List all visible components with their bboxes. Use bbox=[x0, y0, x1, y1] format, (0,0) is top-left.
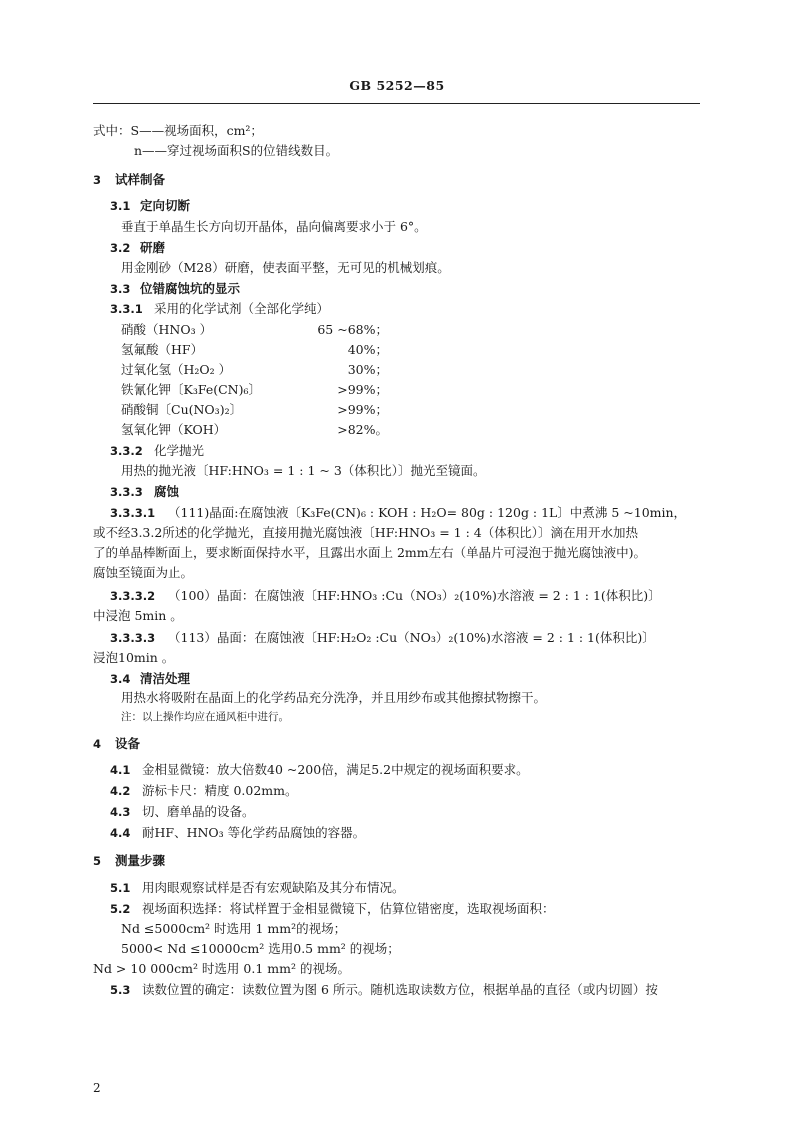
section-3-1-heading bbox=[110, 198, 190, 214]
reagent-value: 65 ~68%； bbox=[317, 322, 388, 337]
reagent-name: 硝酸（HNO₃ ） bbox=[121, 322, 213, 337]
section-number: 3.3.1 bbox=[110, 302, 143, 316]
section-3-2-heading bbox=[110, 240, 165, 256]
safety-note: 注：以上操作均应在通风柜中进行。 bbox=[121, 711, 289, 723]
section-number: 5.3 bbox=[110, 983, 131, 997]
section-title: 化学抛光 bbox=[154, 443, 205, 458]
section-3-2-body: 用金刚砂（M28）研磨，使表面平整，无可见的机械划痕。 bbox=[121, 260, 450, 275]
reagent-name: 过氧化氢（H₂O₂ ） bbox=[121, 362, 232, 377]
section-4-heading bbox=[93, 736, 140, 752]
section-number: 3.3.2 bbox=[110, 444, 143, 458]
reagent-value: 40%； bbox=[347, 342, 388, 357]
paragraph-text: 游标卡尺：精度 0.02mm。 bbox=[142, 783, 298, 798]
section-3-1-body: 垂直于单晶生长方向切开晶体，晶向偏离要求小于 6°。 bbox=[121, 219, 427, 234]
section-3-3-3-3-line-1 bbox=[110, 630, 655, 646]
paragraph-text: 读数位置的确定：读数位置为图 6 所示。随机选取读数方位，根据单晶的直径（或内切圆）按 bbox=[142, 982, 658, 997]
paragraph-text: 用肉眼观察试样是否有宏观缺陷及其分布情况。 bbox=[142, 880, 405, 895]
paragraph-text: 金相显微镜：放大倍数40 ~200倍，满足5.2中规定的视场面积要求。 bbox=[142, 762, 529, 777]
field-selection-rule-2: 5000< Nd ≤10000cm² 选用0.5 mm² 的视场； bbox=[121, 941, 400, 956]
section-number: 3.1 bbox=[110, 199, 131, 213]
section-title: 清洁处理 bbox=[140, 671, 191, 686]
section-number: 3.3.3.3 bbox=[110, 631, 156, 645]
section-3-3-heading bbox=[110, 281, 240, 297]
standard-code-header: GB 5252—85 bbox=[349, 78, 445, 93]
section-number: 3.3.3.1 bbox=[110, 506, 156, 520]
section-number: 4.1 bbox=[110, 763, 131, 777]
section-number: 3.3.3 bbox=[110, 485, 143, 499]
header-rule bbox=[93, 103, 700, 104]
section-number: 5.1 bbox=[110, 881, 131, 895]
section-3-3-2-body: 用热的抛光液〔HF:HNO₃ = 1 : 1 ~ 3（体积比）〕抛光至镜面。 bbox=[121, 463, 486, 478]
reagent-value: 30%； bbox=[347, 362, 388, 377]
section-title: 研磨 bbox=[140, 240, 166, 255]
section-3-3-3-heading bbox=[110, 484, 179, 500]
section-number: 3.3 bbox=[110, 282, 131, 296]
reagent-name: 氢氧化钾（KOH） bbox=[121, 422, 227, 437]
reagent-value: >99%； bbox=[337, 382, 388, 397]
section-title: 设备 bbox=[115, 736, 141, 751]
section-title: 腐蚀 bbox=[154, 484, 180, 499]
section-4-1 bbox=[110, 762, 529, 778]
section-number: 3.3.3.2 bbox=[110, 589, 156, 603]
field-selection-rule-3: Nd > 10 000cm² 时选用 0.1 mm² 的视场。 bbox=[93, 961, 350, 976]
section-5-1 bbox=[110, 880, 405, 896]
section-3-3-3-2-line-1 bbox=[110, 588, 661, 604]
section-5-2 bbox=[110, 901, 555, 917]
section-number: 3.4 bbox=[110, 672, 131, 686]
section-title: 采用的化学试剂（全部化学纯） bbox=[154, 301, 330, 316]
section-3-3-2-heading bbox=[110, 443, 204, 459]
section-4-3 bbox=[110, 804, 255, 820]
section-number: 4.4 bbox=[110, 826, 131, 840]
paragraph-text: 视场面积选择：将试样置于金相显微镜下，估算位错密度，选取视场面积： bbox=[142, 901, 555, 916]
section-3-3-3-2-line-2: 中浸泡 5min 。 bbox=[93, 608, 183, 623]
formula-note-n: n——穿过视场面积S的位错线数目。 bbox=[134, 143, 339, 158]
section-5-3 bbox=[110, 982, 658, 998]
reagent-value: >99%； bbox=[337, 402, 388, 417]
paragraph-text: （100）晶面：在腐蚀液〔HF:HNO₃ :Cu（NO₃）₂(10%)水溶液 = 2 : 1 : 1(体积比)〕 bbox=[168, 588, 661, 603]
paragraph-text: （113）晶面：在腐蚀液〔HF:H₂O₂ :Cu（NO₃）₂(10%)水溶液 = 2 : 1 : 1(体积比)〕 bbox=[168, 630, 655, 645]
section-3-3-1-heading bbox=[110, 301, 329, 317]
paragraph-text: 切、磨单晶的设备。 bbox=[142, 804, 255, 819]
section-number: 4.2 bbox=[110, 784, 131, 798]
section-3-3-3-1-line-3: 了的单晶棒断面上，要求断面保持水平，且露出水面上 2mm左右（单晶片可浸泡于抛光腐蚀液中)。 bbox=[93, 545, 647, 560]
section-number: 5.2 bbox=[110, 902, 131, 916]
section-3-4-body: 用热水将吸附在晶面上的化学药品充分洗净，并且用纱布或其他擦拭物擦干。 bbox=[121, 690, 547, 705]
page-number: 2 bbox=[93, 1081, 101, 1095]
section-number: 4 bbox=[93, 737, 102, 751]
section-3-heading bbox=[93, 172, 165, 188]
formula-note-s: 式中：S——视场面积，cm²； bbox=[93, 123, 263, 138]
section-3-3-3-3-line-2: 浸泡10min 。 bbox=[93, 650, 175, 665]
field-selection-rule-1: Nd ≤5000cm² 时选用 1 mm²的视场； bbox=[121, 921, 347, 936]
reagent-name: 氢氟酸（HF） bbox=[121, 342, 204, 357]
section-number: 4.3 bbox=[110, 805, 131, 819]
paragraph-text: 耐HF、HNO₃ 等化学药品腐蚀的容器。 bbox=[142, 825, 366, 840]
reagent-name: 铁氰化钾〔K₃Fe(CN)₆〕 bbox=[121, 382, 262, 397]
section-title: 位错腐蚀坑的显示 bbox=[140, 281, 241, 296]
section-3-4-heading bbox=[110, 671, 190, 687]
section-number: 3 bbox=[93, 173, 102, 187]
reagent-value: >82%。 bbox=[337, 422, 388, 437]
section-title: 定向切断 bbox=[140, 198, 191, 213]
section-5-heading bbox=[93, 853, 165, 869]
section-4-2 bbox=[110, 783, 298, 799]
section-title: 测量步骤 bbox=[115, 853, 166, 868]
section-number: 5 bbox=[93, 854, 102, 868]
section-title: 试样制备 bbox=[115, 172, 166, 187]
paragraph-text: （111)晶面:在腐蚀液〔K₃Fe(CN)₆ : KOH : H₂O= 80g : 120g : 1L〕中煮沸 5 ~10min， bbox=[168, 505, 687, 520]
section-4-4 bbox=[110, 825, 365, 841]
section-number: 3.2 bbox=[110, 241, 131, 255]
section-3-3-3-1-line-4: 腐蚀至镜面为止。 bbox=[93, 565, 194, 580]
section-3-3-3-1-line-2: 或不经3.3.2所述的化学抛光，直接用抛光腐蚀液〔HF:HNO₃ = 1 : 4（体积比）〕滴在用开水加热 bbox=[93, 525, 638, 540]
reagent-name: 硝酸铜〔Cu(NO₃)₂〕 bbox=[121, 402, 243, 417]
section-3-3-3-1-line-1 bbox=[110, 505, 686, 521]
